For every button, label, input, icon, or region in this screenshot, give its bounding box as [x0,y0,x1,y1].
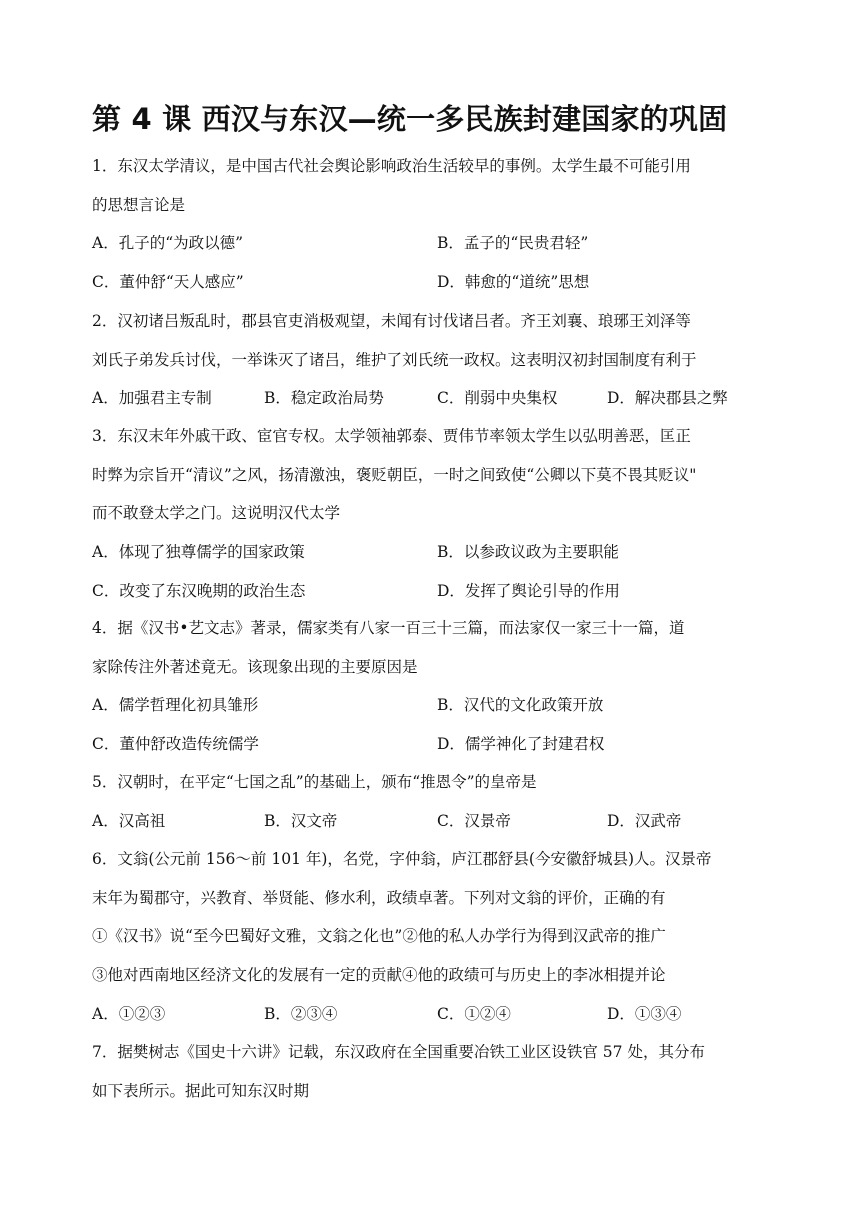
option-d: D．①③④ [607,1004,682,1023]
question-text-line: 1．东汉太学清议，是中国古代社会舆论影响政治生活较早的事例。太学生最不可能引用 [92,157,691,175]
question-text-line: 刘氏子弟发兵讨伐，一举诛灭了诸吕，维护了刘氏统一政权。这表明汉初封国制度有利于 [92,350,697,369]
option-a: A．体现了独尊儒学的国家政策 [92,543,305,562]
option-b: B．汉代的文化政策开放 [437,696,604,715]
option-c: C．①②④ [437,1004,511,1023]
question-6 [92,840,772,1033]
question-4 [92,609,772,764]
question-text-line: 5．汉朝时，在平定“七国之乱”的基础上，颁布“推恩令”的皇帝是 [92,773,537,791]
question-text-line: ①《汉书》说“至今巴蜀好文雅，文翁之化也”②他的私人办学行为得到汉武帝的推广 [92,927,666,946]
option-a: A．孔子的“为政以德” [92,234,244,253]
question-3 [92,417,772,610]
option-d: D．韩愈的“道统”思想 [437,273,590,292]
question-text-line: 家除传注外著述竟无。该现象出现的主要原因是 [92,657,418,676]
option-c: C．汉景帝 [437,811,511,830]
option-a: A．儒学哲理化初具雏形 [92,696,259,715]
answer-options [92,725,772,764]
answer-options [92,686,772,725]
option-d: D．发挥了舆论引导的作用 [437,581,620,600]
question-1 [92,147,772,302]
question-text-line: 而不敢登太学之门。这说明汉代太学 [92,504,341,523]
question-text-line: 的思想言论是 [92,195,186,214]
answer-options [92,263,772,302]
question-text-line: 时弊为宗旨开“清议”之风，扬清激浊，褒贬朝臣，一时之间致使“公卿以下莫不畏其贬议" [92,465,697,484]
answer-options [92,379,772,418]
option-c: C．董仲舒“天人感应” [92,273,244,292]
answer-options [92,572,772,611]
answer-options [92,533,772,572]
option-c: C．董仲舒改造传统儒学 [92,735,259,754]
question-text-line: 4．据《汉书•艺文志》著录，儒家类有八家一百三十三篇，而法家仅一家三十一篇，道 [92,619,685,637]
question-2 [92,302,772,418]
option-d: D．解决郡县之弊 [607,389,728,408]
question-text-line: 6．文翁(公元前 156～前 101 年)，名党，字仲翁，庐江郡舒县(今安徽舒城县)人。汉景帝 [92,850,712,868]
question-text-line: 3．东汉末年外戚干政、宦官专权。太学领袖郭泰、贾伟节率领太学生以弘明善恶，匡正 [92,427,691,445]
option-b: B．汉文帝 [264,811,338,830]
answer-options [92,995,772,1034]
option-b: B．以参政议政为主要职能 [437,543,619,562]
option-b: B．②③④ [264,1004,338,1023]
option-a: A．①②③ [92,1004,166,1023]
answer-options [92,802,772,841]
page-title: 第 4 课 西汉与东汉—统一多民族封建国家的巩固 [92,102,728,136]
option-c: C．削弱中央集权 [437,389,558,408]
answer-options [92,224,772,263]
option-d: D．儒学神化了封建君权 [437,735,605,754]
question-text-line: ③他对西南地区经济文化的发展有一定的贡献④他的政绩可与历史上的李冰相提并论 [92,966,666,985]
option-b: B．稳定政治局势 [264,389,384,408]
option-a: A．加强君主专制 [92,389,212,408]
question-text-line: 7．据樊树志《国史十六讲》记载，东汉政府在全国重要冶铁工业区设铁官 57 处，其分布 [92,1043,705,1061]
question-text-line: 2．汉初诸吕叛乱时，郡县官吏消极观望，未闻有讨伐诸吕者。齐王刘襄、琅琊王刘泽等 [92,312,691,330]
option-d: D．汉武帝 [607,811,682,830]
question-text-line: 末年为蜀郡守，兴教育、举贤能、修水利，政绩卓著。下列对文翁的评价，正确的有 [92,888,666,907]
question-7 [92,1033,772,1110]
question-text-line: 如下表所示。据此可知东汉时期 [92,1081,310,1100]
question-5 [92,763,772,840]
option-b: B．孟子的“民贵君轻” [437,234,589,253]
option-c: C．改变了东汉晚期的政治生态 [92,581,306,600]
option-a: A．汉高祖 [92,811,166,830]
